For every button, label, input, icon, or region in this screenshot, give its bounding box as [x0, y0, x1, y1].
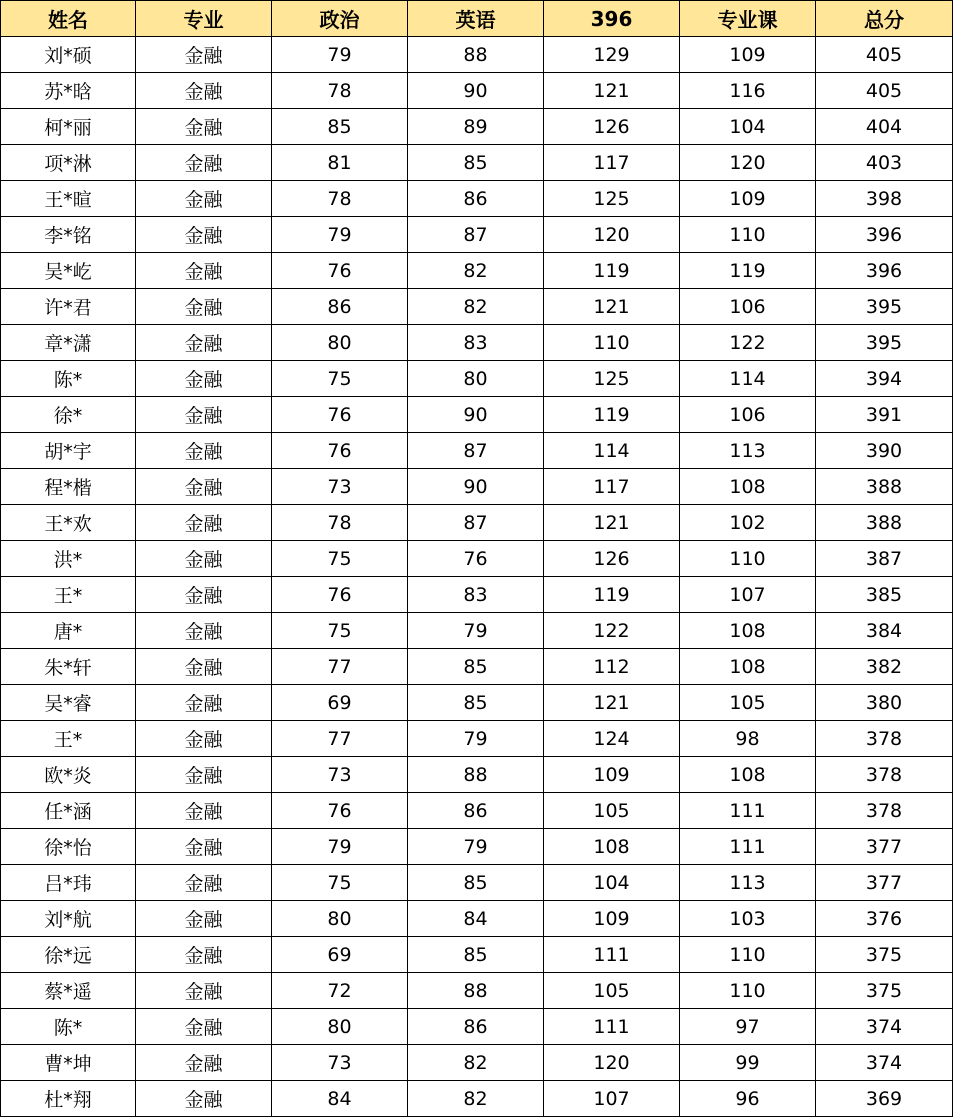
cell-name: 李*铭: [1, 217, 136, 253]
cell-major: 金融: [136, 1081, 272, 1117]
cell-specialty-course: 104: [680, 109, 816, 145]
cell-396: 124: [544, 721, 680, 757]
cell-major: 金融: [136, 253, 272, 289]
cell-total: 374: [816, 1009, 953, 1045]
table-row: [1, 613, 953, 649]
cell-total: 377: [816, 829, 953, 865]
cell-396: 105: [544, 793, 680, 829]
table-row: [1, 217, 953, 253]
cell-politics: 69: [272, 685, 408, 721]
cell-major: 金融: [136, 325, 272, 361]
table-row: [1, 757, 953, 793]
header-specialty-course: 专业课: [680, 1, 816, 37]
cell-name: 徐*怡: [1, 829, 136, 865]
cell-total: 391: [816, 397, 953, 433]
cell-total: 388: [816, 469, 953, 505]
cell-english: 88: [408, 757, 544, 793]
table-row: [1, 73, 953, 109]
cell-name: 章*潇: [1, 325, 136, 361]
cell-major: 金融: [136, 829, 272, 865]
cell-english: 79: [408, 829, 544, 865]
cell-english: 85: [408, 649, 544, 685]
cell-name: 朱*轩: [1, 649, 136, 685]
cell-specialty-course: 107: [680, 577, 816, 613]
cell-specialty-course: 119: [680, 253, 816, 289]
cell-english: 88: [408, 973, 544, 1009]
cell-major: 金融: [136, 1045, 272, 1081]
cell-politics: 80: [272, 901, 408, 937]
cell-politics: 77: [272, 649, 408, 685]
cell-english: 82: [408, 1045, 544, 1081]
cell-specialty-course: 110: [680, 973, 816, 1009]
cell-english: 82: [408, 253, 544, 289]
cell-politics: 78: [272, 181, 408, 217]
cell-name: 陈*: [1, 361, 136, 397]
cell-total: 396: [816, 217, 953, 253]
table-row: [1, 397, 953, 433]
cell-total: 378: [816, 757, 953, 793]
cell-politics: 76: [272, 793, 408, 829]
cell-total: 388: [816, 505, 953, 541]
table-row: [1, 361, 953, 397]
cell-name: 吴*屹: [1, 253, 136, 289]
cell-english: 87: [408, 433, 544, 469]
header-row: [1, 1, 953, 37]
table-row: [1, 181, 953, 217]
cell-specialty-course: 109: [680, 181, 816, 217]
cell-politics: 73: [272, 1045, 408, 1081]
cell-name: 徐*远: [1, 937, 136, 973]
cell-politics: 81: [272, 145, 408, 181]
cell-total: 405: [816, 37, 953, 73]
table-row: [1, 505, 953, 541]
cell-396: 121: [544, 685, 680, 721]
cell-english: 79: [408, 613, 544, 649]
cell-major: 金融: [136, 541, 272, 577]
cell-total: 382: [816, 649, 953, 685]
cell-politics: 80: [272, 325, 408, 361]
table-row: [1, 541, 953, 577]
cell-name: 蔡*遥: [1, 973, 136, 1009]
cell-politics: 76: [272, 253, 408, 289]
table-row: [1, 109, 953, 145]
cell-specialty-course: 106: [680, 289, 816, 325]
cell-major: 金融: [136, 973, 272, 1009]
cell-english: 86: [408, 181, 544, 217]
cell-specialty-course: 113: [680, 865, 816, 901]
cell-english: 82: [408, 1081, 544, 1117]
cell-396: 121: [544, 289, 680, 325]
cell-politics: 75: [272, 541, 408, 577]
header-politics: 政治: [272, 1, 408, 37]
cell-politics: 75: [272, 613, 408, 649]
cell-specialty-course: 108: [680, 649, 816, 685]
cell-politics: 76: [272, 433, 408, 469]
cell-politics: 79: [272, 217, 408, 253]
cell-total: 394: [816, 361, 953, 397]
cell-english: 87: [408, 505, 544, 541]
table-row: [1, 1009, 953, 1045]
cell-english: 85: [408, 865, 544, 901]
cell-specialty-course: 122: [680, 325, 816, 361]
cell-major: 金融: [136, 793, 272, 829]
cell-specialty-course: 99: [680, 1045, 816, 1081]
table-row: [1, 325, 953, 361]
cell-total: 387: [816, 541, 953, 577]
cell-total: 378: [816, 793, 953, 829]
cell-specialty-course: 111: [680, 829, 816, 865]
table-row: [1, 145, 953, 181]
cell-english: 83: [408, 577, 544, 613]
header-total: 总分: [816, 1, 953, 37]
cell-major: 金融: [136, 289, 272, 325]
cell-396: 119: [544, 577, 680, 613]
cell-specialty-course: 97: [680, 1009, 816, 1045]
header-major: 专业: [136, 1, 272, 37]
cell-396: 104: [544, 865, 680, 901]
cell-major: 金融: [136, 397, 272, 433]
cell-396: 120: [544, 1045, 680, 1081]
cell-english: 85: [408, 937, 544, 973]
cell-major: 金融: [136, 901, 272, 937]
cell-major: 金融: [136, 433, 272, 469]
cell-english: 86: [408, 1009, 544, 1045]
cell-name: 杜*翔: [1, 1081, 136, 1117]
cell-english: 90: [408, 469, 544, 505]
cell-major: 金融: [136, 937, 272, 973]
cell-396: 111: [544, 937, 680, 973]
cell-politics: 78: [272, 73, 408, 109]
cell-name: 程*楷: [1, 469, 136, 505]
table-row: [1, 829, 953, 865]
cell-politics: 76: [272, 577, 408, 613]
table-row: [1, 1045, 953, 1081]
cell-politics: 72: [272, 973, 408, 1009]
cell-396: 125: [544, 361, 680, 397]
cell-name: 胡*宇: [1, 433, 136, 469]
cell-396: 129: [544, 37, 680, 73]
cell-total: 395: [816, 325, 953, 361]
cell-396: 119: [544, 253, 680, 289]
cell-english: 89: [408, 109, 544, 145]
cell-total: 375: [816, 973, 953, 1009]
cell-politics: 76: [272, 397, 408, 433]
cell-total: 376: [816, 901, 953, 937]
table-row: [1, 577, 953, 613]
cell-english: 90: [408, 397, 544, 433]
table-row: [1, 37, 953, 73]
cell-total: 385: [816, 577, 953, 613]
cell-english: 87: [408, 217, 544, 253]
cell-396: 121: [544, 505, 680, 541]
cell-396: 110: [544, 325, 680, 361]
cell-politics: 75: [272, 361, 408, 397]
cell-specialty-course: 110: [680, 541, 816, 577]
cell-politics: 80: [272, 1009, 408, 1045]
cell-politics: 73: [272, 469, 408, 505]
cell-major: 金融: [136, 721, 272, 757]
cell-396: 126: [544, 541, 680, 577]
cell-major: 金融: [136, 577, 272, 613]
cell-specialty-course: 96: [680, 1081, 816, 1117]
table-body: [1, 37, 953, 1117]
cell-total: 369: [816, 1081, 953, 1117]
cell-396: 105: [544, 973, 680, 1009]
cell-specialty-course: 106: [680, 397, 816, 433]
cell-name: 王*: [1, 721, 136, 757]
cell-major: 金融: [136, 109, 272, 145]
cell-english: 86: [408, 793, 544, 829]
cell-english: 88: [408, 37, 544, 73]
cell-396: 108: [544, 829, 680, 865]
cell-major: 金融: [136, 217, 272, 253]
cell-396: 120: [544, 217, 680, 253]
cell-politics: 78: [272, 505, 408, 541]
cell-major: 金融: [136, 685, 272, 721]
cell-politics: 79: [272, 829, 408, 865]
cell-specialty-course: 111: [680, 793, 816, 829]
cell-major: 金融: [136, 37, 272, 73]
cell-english: 79: [408, 721, 544, 757]
cell-politics: 79: [272, 37, 408, 73]
cell-name: 吕*玮: [1, 865, 136, 901]
cell-major: 金融: [136, 505, 272, 541]
header-name: 姓名: [1, 1, 136, 37]
cell-politics: 84: [272, 1081, 408, 1117]
cell-396: 107: [544, 1081, 680, 1117]
cell-specialty-course: 108: [680, 757, 816, 793]
cell-name: 柯*丽: [1, 109, 136, 145]
cell-name: 任*涵: [1, 793, 136, 829]
cell-396: 109: [544, 901, 680, 937]
cell-total: 384: [816, 613, 953, 649]
cell-major: 金融: [136, 1009, 272, 1045]
cell-total: 374: [816, 1045, 953, 1081]
cell-total: 404: [816, 109, 953, 145]
cell-specialty-course: 110: [680, 217, 816, 253]
cell-name: 王*: [1, 577, 136, 613]
cell-name: 欧*炎: [1, 757, 136, 793]
cell-politics: 73: [272, 757, 408, 793]
cell-name: 吴*睿: [1, 685, 136, 721]
cell-total: 377: [816, 865, 953, 901]
table-row: [1, 1081, 953, 1117]
cell-total: 405: [816, 73, 953, 109]
cell-total: 380: [816, 685, 953, 721]
cell-politics: 75: [272, 865, 408, 901]
cell-total: 375: [816, 937, 953, 973]
cell-english: 85: [408, 685, 544, 721]
cell-specialty-course: 98: [680, 721, 816, 757]
cell-politics: 69: [272, 937, 408, 973]
cell-name: 王*暄: [1, 181, 136, 217]
cell-396: 117: [544, 469, 680, 505]
cell-name: 陈*: [1, 1009, 136, 1045]
cell-total: 403: [816, 145, 953, 181]
cell-politics: 77: [272, 721, 408, 757]
table-row: [1, 865, 953, 901]
table-row: [1, 973, 953, 1009]
cell-english: 82: [408, 289, 544, 325]
header-english: 英语: [408, 1, 544, 37]
cell-specialty-course: 120: [680, 145, 816, 181]
cell-major: 金融: [136, 865, 272, 901]
cell-specialty-course: 103: [680, 901, 816, 937]
cell-english: 80: [408, 361, 544, 397]
table-row: [1, 937, 953, 973]
cell-english: 84: [408, 901, 544, 937]
cell-specialty-course: 110: [680, 937, 816, 973]
cell-specialty-course: 113: [680, 433, 816, 469]
table-row: [1, 649, 953, 685]
cell-politics: 86: [272, 289, 408, 325]
table-row: [1, 721, 953, 757]
cell-english: 85: [408, 145, 544, 181]
table-row: [1, 685, 953, 721]
cell-396: 126: [544, 109, 680, 145]
cell-specialty-course: 108: [680, 469, 816, 505]
cell-396: 122: [544, 613, 680, 649]
cell-name: 曹*坤: [1, 1045, 136, 1081]
cell-total: 398: [816, 181, 953, 217]
cell-total: 390: [816, 433, 953, 469]
cell-total: 395: [816, 289, 953, 325]
cell-specialty-course: 109: [680, 37, 816, 73]
cell-major: 金融: [136, 145, 272, 181]
cell-396: 114: [544, 433, 680, 469]
cell-specialty-course: 114: [680, 361, 816, 397]
cell-396: 111: [544, 1009, 680, 1045]
cell-specialty-course: 105: [680, 685, 816, 721]
table-row: [1, 901, 953, 937]
cell-english: 76: [408, 541, 544, 577]
cell-396: 117: [544, 145, 680, 181]
cell-total: 378: [816, 721, 953, 757]
cell-specialty-course: 116: [680, 73, 816, 109]
cell-major: 金融: [136, 181, 272, 217]
cell-name: 刘*航: [1, 901, 136, 937]
cell-396: 112: [544, 649, 680, 685]
cell-specialty-course: 108: [680, 613, 816, 649]
table-row: [1, 793, 953, 829]
cell-english: 83: [408, 325, 544, 361]
cell-name: 项*淋: [1, 145, 136, 181]
cell-name: 刘*硕: [1, 37, 136, 73]
header-396: 396: [544, 1, 680, 37]
table-row: [1, 289, 953, 325]
cell-major: 金融: [136, 757, 272, 793]
cell-396: 109: [544, 757, 680, 793]
cell-name: 王*欢: [1, 505, 136, 541]
cell-major: 金融: [136, 649, 272, 685]
cell-396: 121: [544, 73, 680, 109]
cell-total: 396: [816, 253, 953, 289]
table-row: [1, 253, 953, 289]
cell-name: 徐*: [1, 397, 136, 433]
cell-major: 金融: [136, 361, 272, 397]
cell-396: 125: [544, 181, 680, 217]
cell-specialty-course: 102: [680, 505, 816, 541]
table-row: [1, 433, 953, 469]
table-row: [1, 469, 953, 505]
cell-396: 119: [544, 397, 680, 433]
cell-name: 许*君: [1, 289, 136, 325]
cell-name: 唐*: [1, 613, 136, 649]
cell-major: 金融: [136, 73, 272, 109]
cell-major: 金融: [136, 469, 272, 505]
table-header: [1, 1, 953, 37]
cell-major: 金融: [136, 613, 272, 649]
cell-politics: 85: [272, 109, 408, 145]
cell-name: 苏*晗: [1, 73, 136, 109]
cell-name: 洪*: [1, 541, 136, 577]
cell-english: 90: [408, 73, 544, 109]
